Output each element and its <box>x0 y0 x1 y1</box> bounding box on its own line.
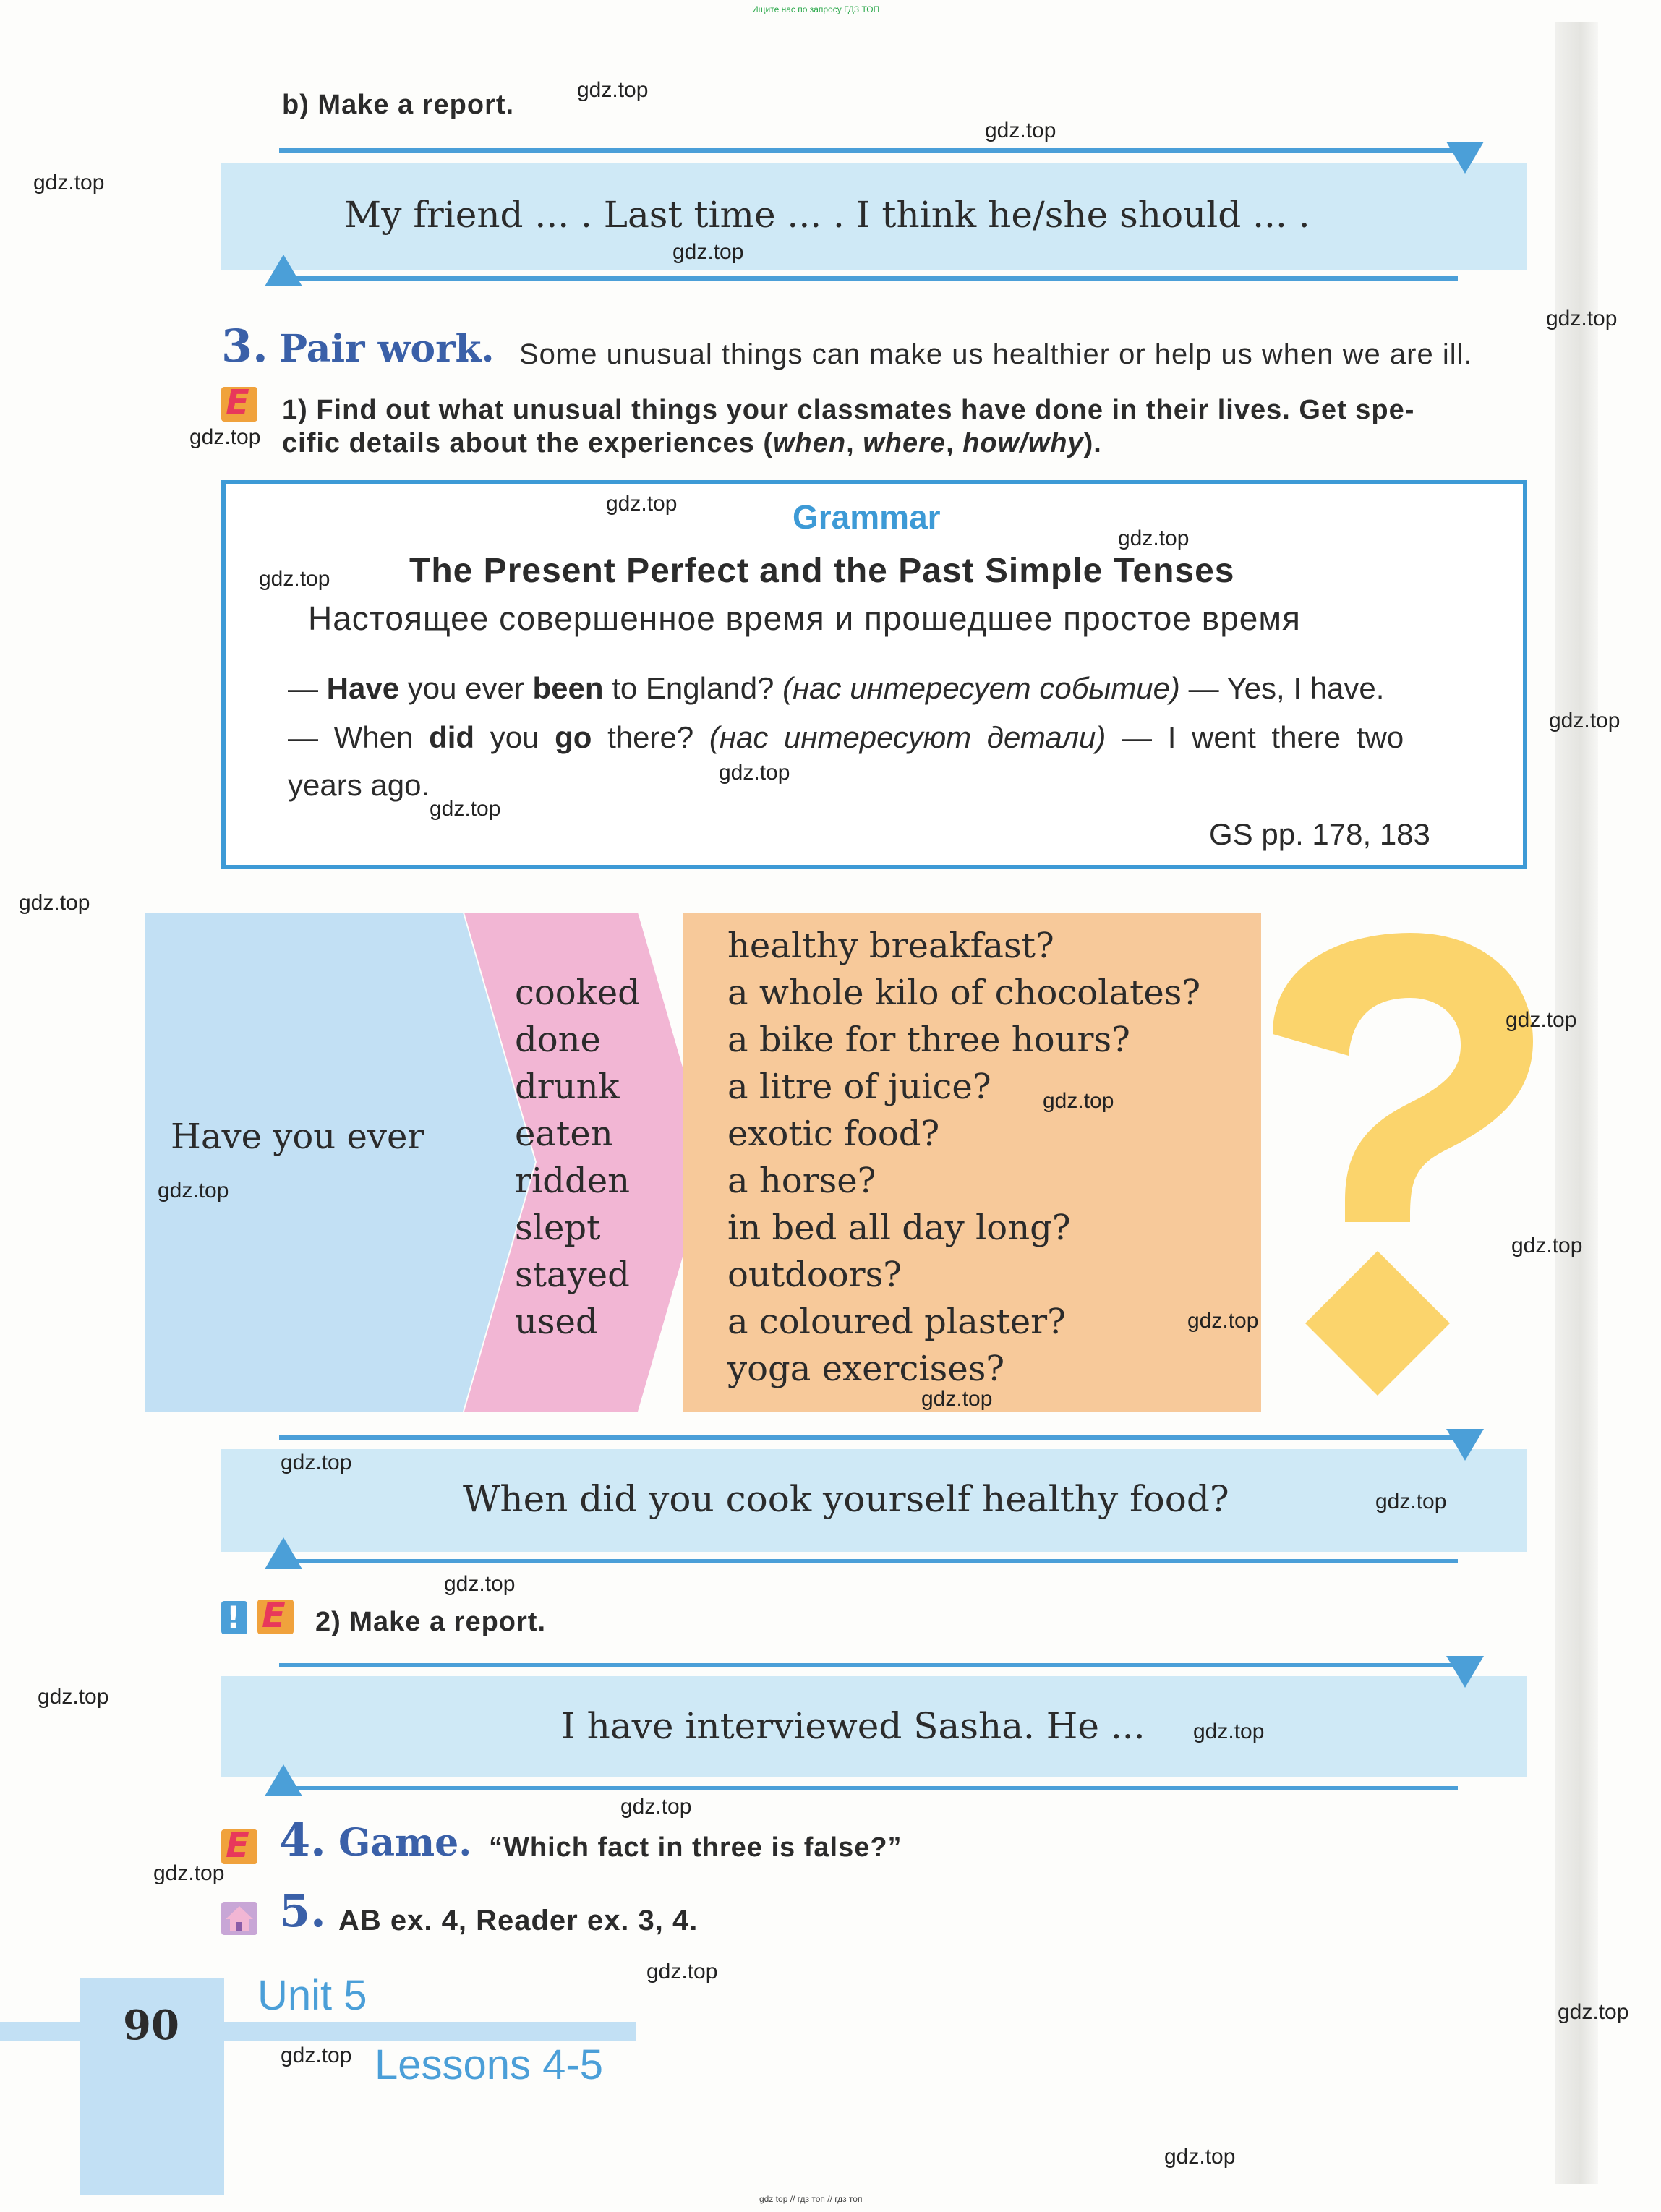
watermark: gdz.top <box>1506 1008 1577 1032</box>
verb-item: cooked <box>515 973 640 1013</box>
e-icon-letter: E <box>262 1595 286 1636</box>
house-icon <box>221 1902 257 1935</box>
watermark: gdz.top <box>1511 1234 1583 1257</box>
watermark: gdz.top <box>1164 2145 1236 2169</box>
ex-text: you <box>474 720 555 754</box>
verb-item: eaten <box>515 1114 613 1154</box>
watermark: gdz.top <box>620 1795 692 1819</box>
band-rule-bottom <box>279 276 1458 281</box>
task-3-number: 3. <box>221 320 268 372</box>
watermark: gdz.top <box>153 1861 225 1885</box>
watermark: gdz.top <box>189 425 261 449</box>
watermark: gdz.top <box>606 492 678 516</box>
band-rule-top <box>279 1435 1458 1440</box>
grammar-example-2-cont: years ago. <box>288 768 430 802</box>
task-3-step1-line2 <box>282 428 1102 459</box>
object-item: exotic food? <box>727 1114 940 1154</box>
band-rule-bottom <box>279 1559 1458 1563</box>
step1-end: ). <box>1083 428 1102 458</box>
arrow-up-icon <box>265 255 302 286</box>
grammar-example-1 <box>288 671 1384 706</box>
watermark: gdz.top <box>1546 307 1618 330</box>
task-4-number: 4. <box>279 1814 326 1866</box>
object-item: a whole kilo of chocolates? <box>727 973 1201 1013</box>
task-3-title: Pair work. <box>279 327 495 371</box>
e-icon <box>221 383 257 423</box>
band-rule-top <box>279 148 1458 153</box>
verb-item: slept <box>515 1208 601 1248</box>
object-item: healthy breakfast? <box>727 926 1054 966</box>
task-3-step1-line1: 1) Find out what unusual things your classmates have done in their lives. Get spe- <box>282 395 1415 425</box>
ex-text: there? <box>592 720 709 754</box>
watermark: gdz.top <box>921 1387 993 1411</box>
e-icon-letter: E <box>226 383 249 423</box>
step1-sep: , <box>846 428 863 458</box>
verb-item: ridden <box>515 1161 631 1201</box>
ex-text: to England? <box>603 671 783 705</box>
ex-note: (нас интересуют детали) <box>709 720 1106 754</box>
ex-text: you ever <box>399 671 533 705</box>
arrow-up-icon <box>265 1764 302 1796</box>
watermark: gdz.top <box>719 761 790 785</box>
step1-text: cific details about the experiences ( <box>282 428 773 458</box>
lessons-label: Lessons 4-5 <box>375 2041 603 2088</box>
report-band-2-text: I have interviewed Sasha. He ... <box>561 1705 1145 1747</box>
arrow-down-icon <box>1446 1656 1484 1688</box>
object-item: a coloured plaster? <box>727 1302 1066 1342</box>
ex-bold: go <box>555 720 592 754</box>
band-rule-top <box>279 1663 1458 1667</box>
watermark: gdz.top <box>259 567 330 591</box>
ex-note: (нас интересует событие) <box>782 671 1180 705</box>
page-fold-shadow <box>1555 22 1598 2184</box>
table-col2-list <box>515 973 640 1349</box>
grammar-example-2 <box>288 720 1404 755</box>
watermark: gdz.top <box>158 1179 229 1203</box>
task-4-title: Game. <box>338 1821 472 1865</box>
watermark: gdz.top <box>33 171 105 195</box>
watermark: gdz.top <box>1187 1309 1259 1333</box>
watermark: gdz.top <box>1375 1490 1447 1513</box>
watermark: gdz.top <box>281 2044 352 2067</box>
ex-text: — When <box>288 720 430 754</box>
table-col1-text: Have you ever <box>171 1116 424 1157</box>
verb-item: stayed <box>515 1255 630 1295</box>
watermark: gdz.top <box>672 240 744 264</box>
object-item: in bed all day long? <box>727 1208 1071 1248</box>
step-2-label: 2) Make a report. <box>315 1607 546 1637</box>
watermark: gdz.top <box>1549 709 1621 733</box>
unit-label: Unit 5 <box>257 1972 367 2019</box>
object-item: a horse? <box>727 1161 876 1201</box>
e-icon-letter: E <box>226 1825 249 1866</box>
object-item: outdoors? <box>727 1255 902 1295</box>
grammar-heading: Grammar <box>793 498 941 536</box>
step1-howwhy: how/why <box>962 428 1084 458</box>
watermark: gdz.top <box>38 1685 109 1709</box>
watermark: gdz.top <box>19 891 90 915</box>
top-note: Ищите нас по запросу ГДЗ ТОП <box>752 4 880 14</box>
object-item: a litre of juice? <box>727 1067 991 1107</box>
exclamation-glyph: ! <box>226 1600 241 1635</box>
ex-text: — Yes, I have. <box>1179 671 1385 705</box>
ex-text: — I went there two <box>1106 720 1404 754</box>
step1-when: when <box>773 428 847 458</box>
grammar-title: The Present Perfect and the Past Simple Tenses <box>409 552 1235 590</box>
task-5-text: AB ex. 4, Reader ex. 3, 4. <box>338 1905 699 1936</box>
exclamation-icon <box>221 1601 247 1634</box>
watermark: gdz.top <box>1558 2000 1629 2024</box>
watermark: gdz.top <box>1118 526 1190 550</box>
watermark: gdz.top <box>444 1572 516 1596</box>
object-item: yoga exercises? <box>727 1349 1005 1389</box>
bottom-note: gdz top // гдз топ // гдз топ <box>759 2194 863 2204</box>
band-rule-bottom <box>279 1786 1458 1790</box>
ex-bold: been <box>532 671 604 705</box>
watermark: gdz.top <box>1043 1089 1114 1113</box>
watermark: gdz.top <box>577 78 649 102</box>
report-band-text: My friend ... . Last time ... . I think he/she should ... . <box>344 194 1310 236</box>
task-2b-label: b) Make a report. <box>282 90 515 120</box>
watermark: gdz.top <box>281 1451 352 1474</box>
arrow-down-icon <box>1446 1429 1484 1461</box>
e-icon <box>257 1595 294 1636</box>
arrow-up-icon <box>265 1537 302 1569</box>
step1-sep: , <box>946 428 963 458</box>
page-number: 90 <box>123 2002 179 2049</box>
watermark: gdz.top <box>985 119 1056 142</box>
table-col3-list <box>727 926 1200 1396</box>
verb-item: drunk <box>515 1067 620 1107</box>
task-3-intro: Some unusual things can make us healthier or help us when we are ill. <box>519 338 1473 370</box>
ex-bold: Have <box>326 671 400 705</box>
arrow-down-icon <box>1446 142 1484 174</box>
ex-text: — <box>288 671 327 705</box>
watermark: gdz.top <box>646 1960 718 1983</box>
e-icon <box>221 1825 257 1866</box>
object-item: a bike for three hours? <box>727 1020 1130 1060</box>
watermark: gdz.top <box>430 797 501 821</box>
example-band-text: When did you cook yourself healthy food? <box>463 1478 1229 1520</box>
task-5-number: 5. <box>279 1884 326 1937</box>
ex-bold: did <box>429 720 475 754</box>
grammar-reference: GS pp. 178, 183 <box>1209 817 1430 851</box>
task-4-text: “Which fact in three is false?” <box>489 1832 902 1863</box>
question-mark-graphic <box>1258 933 1547 1396</box>
verb-item: done <box>515 1020 601 1060</box>
step1-where: where <box>863 428 947 458</box>
verb-item: used <box>515 1302 598 1342</box>
watermark: gdz.top <box>1193 1720 1265 1743</box>
grammar-subtitle: Настоящее совершенное время и прошедшее простое время <box>308 599 1301 637</box>
